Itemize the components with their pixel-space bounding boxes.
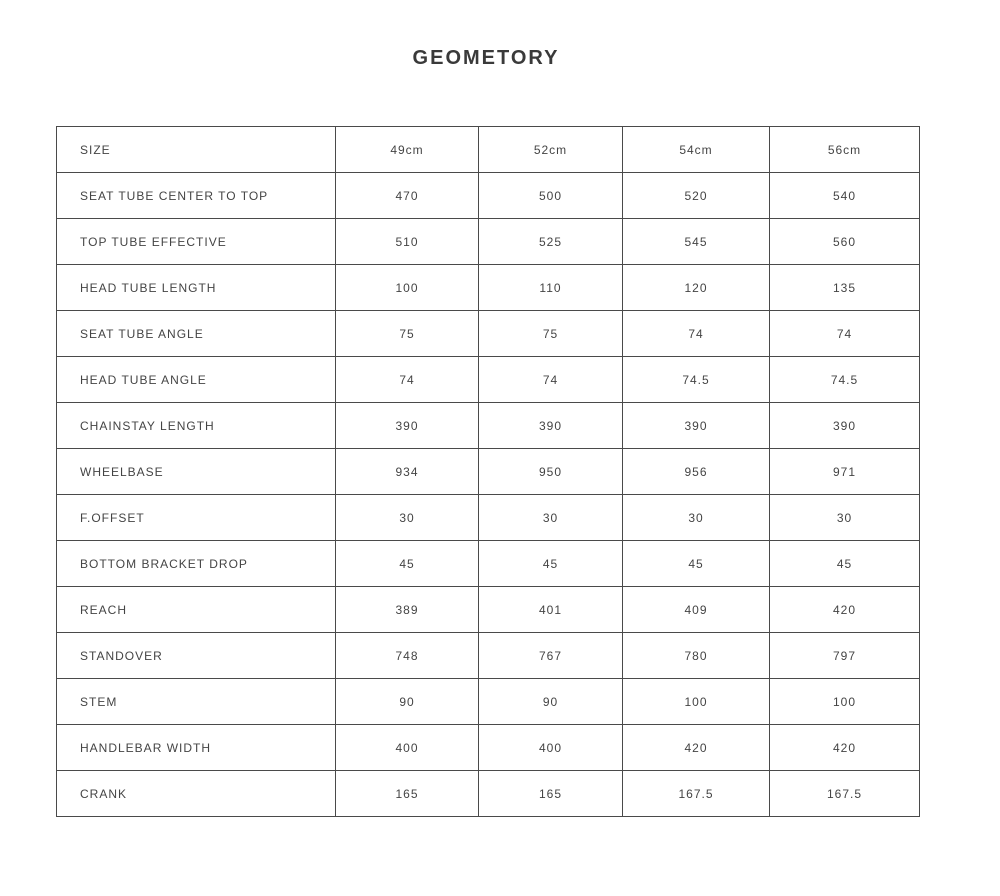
row-value-cell: 560	[770, 219, 920, 265]
row-value-cell: 75	[479, 311, 623, 357]
row-value-cell: 90	[336, 679, 479, 725]
row-value-cell: 100	[770, 679, 920, 725]
row-label-cell: TOP TUBE EFFECTIVE	[57, 219, 336, 265]
table-row	[57, 173, 920, 219]
header-size-cell: 52cm	[479, 127, 623, 173]
row-value-cell: 797	[770, 633, 920, 679]
row-value-cell: 520	[623, 173, 770, 219]
row-value-cell: 110	[479, 265, 623, 311]
row-value-cell: 400	[479, 725, 623, 771]
row-value-cell: 420	[770, 587, 920, 633]
table-row	[57, 219, 920, 265]
row-label-cell: BOTTOM BRACKET DROP	[57, 541, 336, 587]
row-value-cell: 389	[336, 587, 479, 633]
row-label-cell: CRANK	[57, 771, 336, 817]
table-row	[57, 541, 920, 587]
row-label-cell: HEAD TUBE ANGLE	[57, 357, 336, 403]
row-value-cell: 45	[770, 541, 920, 587]
row-value-cell: 167.5	[623, 771, 770, 817]
row-value-cell: 420	[770, 725, 920, 771]
row-value-cell: 45	[479, 541, 623, 587]
page-title: GEOMETORY	[412, 47, 560, 70]
row-value-cell: 545	[623, 219, 770, 265]
row-value-cell: 401	[479, 587, 623, 633]
row-value-cell: 390	[623, 403, 770, 449]
row-value-cell: 500	[479, 173, 623, 219]
row-value-cell: 45	[336, 541, 479, 587]
header-size-cell: 54cm	[623, 127, 770, 173]
header-size-cell: 49cm	[336, 127, 479, 173]
row-value-cell: 165	[336, 771, 479, 817]
row-value-cell: 30	[479, 495, 623, 541]
table-row	[57, 311, 920, 357]
row-value-cell: 90	[479, 679, 623, 725]
row-value-cell: 165	[479, 771, 623, 817]
row-value-cell: 74.5	[623, 357, 770, 403]
row-label-cell: F.OFFSET	[57, 495, 336, 541]
table-row	[57, 725, 920, 771]
row-value-cell: 400	[336, 725, 479, 771]
row-value-cell: 74	[479, 357, 623, 403]
row-value-cell: 45	[623, 541, 770, 587]
row-value-cell: 950	[479, 449, 623, 495]
row-value-cell: 30	[623, 495, 770, 541]
row-value-cell: 135	[770, 265, 920, 311]
row-value-cell: 748	[336, 633, 479, 679]
row-value-cell: 100	[336, 265, 479, 311]
table-row	[57, 403, 920, 449]
row-value-cell: 75	[336, 311, 479, 357]
row-label-cell: SEAT TUBE ANGLE	[57, 311, 336, 357]
row-value-cell: 120	[623, 265, 770, 311]
table-header-row	[57, 127, 920, 173]
row-value-cell: 74	[336, 357, 479, 403]
row-label-cell: STEM	[57, 679, 336, 725]
table-row	[57, 449, 920, 495]
table-row	[57, 357, 920, 403]
geometry-table	[56, 126, 920, 817]
row-value-cell: 167.5	[770, 771, 920, 817]
row-value-cell: 30	[336, 495, 479, 541]
row-value-cell: 540	[770, 173, 920, 219]
row-value-cell: 525	[479, 219, 623, 265]
header-size-cell: 56cm	[770, 127, 920, 173]
row-label-cell: STANDOVER	[57, 633, 336, 679]
row-value-cell: 74	[770, 311, 920, 357]
table-row	[57, 495, 920, 541]
geometry-table-body	[57, 127, 920, 817]
row-value-cell: 420	[623, 725, 770, 771]
row-label-cell: REACH	[57, 587, 336, 633]
row-label-cell: HEAD TUBE LENGTH	[57, 265, 336, 311]
row-value-cell: 780	[623, 633, 770, 679]
row-value-cell: 390	[479, 403, 623, 449]
row-value-cell: 390	[336, 403, 479, 449]
table-row	[57, 633, 920, 679]
row-label-cell: SEAT TUBE CENTER TO TOP	[57, 173, 336, 219]
row-value-cell: 30	[770, 495, 920, 541]
row-value-cell: 767	[479, 633, 623, 679]
row-value-cell: 390	[770, 403, 920, 449]
row-label-cell: WHEELBASE	[57, 449, 336, 495]
row-value-cell: 74	[623, 311, 770, 357]
table-row	[57, 587, 920, 633]
table-row	[57, 771, 920, 817]
row-value-cell: 510	[336, 219, 479, 265]
row-value-cell: 409	[623, 587, 770, 633]
row-value-cell: 470	[336, 173, 479, 219]
row-value-cell: 956	[623, 449, 770, 495]
row-value-cell: 934	[336, 449, 479, 495]
row-value-cell: 100	[623, 679, 770, 725]
header-label-cell: SIZE	[57, 127, 336, 173]
row-label-cell: CHAINSTAY LENGTH	[57, 403, 336, 449]
table-row	[57, 265, 920, 311]
row-label-cell: HANDLEBAR WIDTH	[57, 725, 336, 771]
row-value-cell: 74.5	[770, 357, 920, 403]
row-value-cell: 971	[770, 449, 920, 495]
table-row	[57, 679, 920, 725]
